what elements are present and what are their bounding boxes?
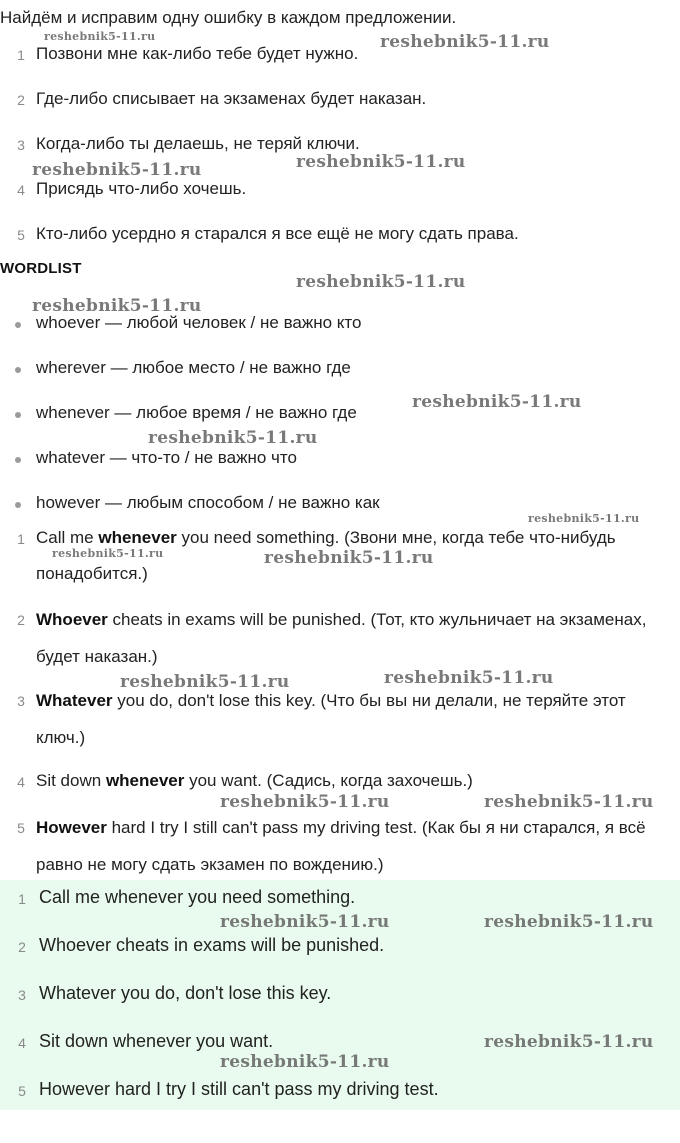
watermark: reshebnik5-11.ru [148,428,318,448]
watermark: reshebnik5-11.ru [264,548,434,568]
answer-sentence: Whatever you do, don't lose this key. (Что бы вы ни делали, не теряйте этот ключ.) [36,691,626,747]
final-sentence: Whatever you do, don't lose this key. [39,983,332,1003]
wordlist-item: whoever — любой человек / не важно кто [36,313,362,332]
wordlist-item: however — любым способом / не важно как [36,493,380,512]
item-number: 3 [18,987,26,1003]
item-number: 4 [17,182,25,198]
bullet-icon [15,412,21,418]
wordlist-item: whenever — любое время / не важно где [36,403,357,422]
wordlist-item: whatever — что-то / не важно что [36,448,297,467]
item-number: 1 [18,891,26,907]
item-number: 3 [17,693,25,709]
watermark: reshebnik5-11.ru [380,32,550,52]
answer-sentence: However hard I try I still can't pass my driving test. (Как бы я ни старался, я всё равно не могу сдать экзамен по вождению.) [36,818,646,874]
watermark: reshebnik5-11.ru [296,152,466,172]
watermark: reshebnik5-11.ru [484,912,654,932]
watermark: reshebnik5-11.ru [220,1052,390,1072]
answer-keyword: Whoever [36,610,108,629]
exercise-sentence: Когда-либо ты делаешь, не теряй ключи. [36,134,360,153]
wordlist-heading: WORDLIST [0,260,82,277]
watermark: reshebnik5-11.ru [412,392,582,412]
exercise-sentence: Присядь что-либо хочешь. [36,179,247,198]
watermark: reshebnik5-11.ru [220,792,390,812]
watermark: reshebnik5-11.ru [484,1032,654,1052]
watermark: reshebnik5-11.ru [220,912,390,932]
watermark: reshebnik5-11.ru [44,30,156,43]
wordlist-item: wherever — любое место / не важно где [36,358,351,377]
item-number: 5 [18,1083,26,1099]
bullet-icon [15,457,21,463]
answer-sentence: Call me whenever you need something. (Звони мне, когда тебе что-нибудь понадобится.) [36,528,616,583]
bullet-icon [15,322,21,328]
exercise-sentence: Кто-либо усердно я старался я все ещё не могу сдать права. [36,224,519,243]
final-sentence: Sit down whenever you want. [39,1031,274,1051]
answer-sentence: Whoever cheats in exams will be punished. (Тот, кто жульничает на экзаменах, будет наказан.) [36,610,647,666]
watermark: reshebnik5-11.ru [32,296,202,316]
item-number: 4 [18,1035,26,1051]
item-number: 2 [17,92,25,108]
item-number: 4 [17,774,25,790]
answer-keyword: However [36,818,107,837]
final-sentence: Whoever cheats in exams will be punished. [39,935,385,955]
exercise-title: Найдём и исправим одну ошибку в каждом предложении. [0,8,457,27]
item-number: 1 [17,47,25,63]
watermark: reshebnik5-11.ru [528,512,640,525]
item-number: 5 [17,820,25,836]
exercise-sentence: Где-либо списывает на экзаменах будет наказан. [36,89,427,108]
final-sentence: However hard I try I still can't pass my driving test. [39,1079,439,1099]
answer-keyword: whenever [98,528,177,547]
item-number: 2 [18,939,26,955]
item-number: 5 [17,227,25,243]
watermark: reshebnik5-11.ru [296,272,466,292]
watermark: reshebnik5-11.ru [484,792,654,812]
bullet-icon [15,502,21,508]
watermark: reshebnik5-11.ru [52,547,164,560]
answer-sentence: Sit down whenever you want. (Садись, когда захочешь.) [36,771,473,790]
answer-keyword: whenever [105,771,185,790]
watermark: reshebnik5-11.ru [384,668,554,688]
watermark: reshebnik5-11.ru [32,160,202,180]
item-number: 2 [17,612,25,628]
bullet-icon [15,367,21,373]
item-number: 3 [17,137,25,153]
final-sentence: Call me whenever you need something. [39,887,356,907]
item-number: 1 [17,531,25,547]
exercise-sentence: Позвони мне как-либо тебе будет нужно. [36,44,359,63]
answer-keyword: Whatever [36,691,113,710]
watermark: reshebnik5-11.ru [120,672,290,692]
